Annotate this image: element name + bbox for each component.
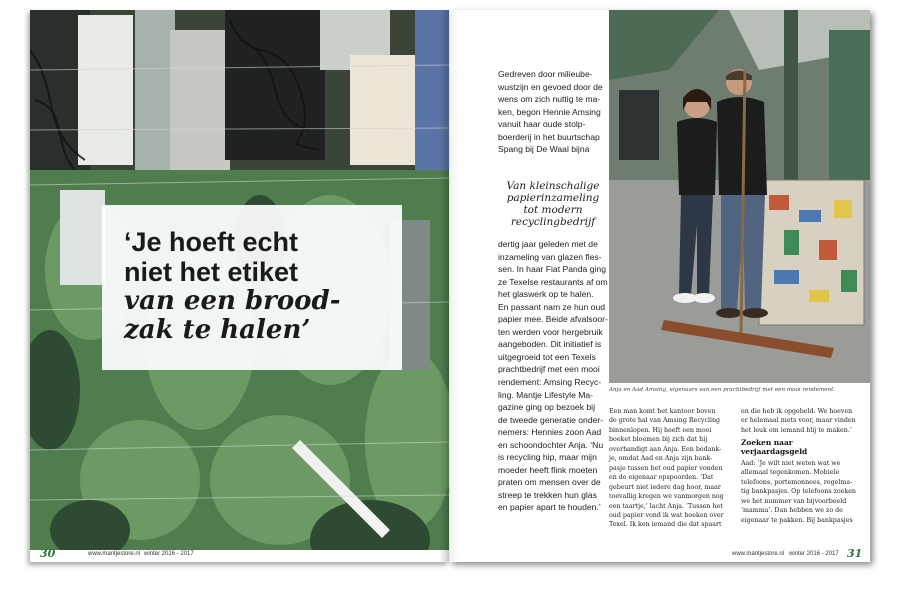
right-page-number: 31 bbox=[847, 547, 863, 560]
text-line: vanuit haar oude stolp- bbox=[498, 119, 586, 130]
left-page-number: 30 bbox=[40, 547, 56, 560]
text-line: dertig jaar geleden met de bbox=[498, 239, 598, 249]
text-line: toevallig kregen we vanmorgen nog bbox=[609, 493, 724, 501]
text-line: gebeurt niet iedere dag hoor, maar bbox=[609, 483, 721, 491]
text-line: wustzijn en gevoed door de bbox=[498, 81, 603, 92]
text-line: prachtbedrijf met een mooi bbox=[498, 364, 600, 375]
text-line: overhandigt aan Anja. Een bedank- bbox=[609, 445, 722, 453]
pull-quote-sans bbox=[124, 227, 394, 287]
text-line: ze Texelse restaurants af om bbox=[498, 276, 608, 287]
text-line: en papier apart te houden.’ bbox=[498, 502, 601, 513]
text-line: binnenlopen. Hij heeft een mooi bbox=[609, 426, 712, 434]
article-column-2 bbox=[609, 407, 734, 530]
text-line: ten werden voor hergebruik bbox=[498, 326, 603, 337]
pull-quote-box bbox=[102, 205, 402, 370]
warehouse-illustration bbox=[609, 10, 870, 383]
text-line: en schoondochter Anja. ‘Nu bbox=[498, 439, 604, 450]
text-line: tig bankpasjes. Op telefoons zoeken bbox=[741, 488, 856, 496]
subheading-line: papierinzameling bbox=[506, 192, 600, 204]
text-line: je, omdat Aad en Anja zijn bank- bbox=[609, 455, 713, 463]
text-line: gazine ging op bezoek bij bbox=[498, 402, 595, 413]
text-line: uitgegroeid tot een Texels bbox=[498, 351, 596, 362]
text-line: Een man komt het kantoor boven bbox=[609, 408, 716, 415]
text-line: oud papier vond ik wat boeken over bbox=[609, 511, 724, 519]
subheading-line: tot modern bbox=[523, 204, 583, 216]
left-page bbox=[30, 10, 449, 562]
text-line: is recycling hip, maar mijn bbox=[498, 452, 597, 463]
text-line: ling. Mantje Lifestyle Ma- bbox=[498, 389, 594, 400]
text-line: en die heb ik opgebeld. We hoeven bbox=[741, 408, 853, 415]
right-footer-issue: winter 2016 - 2017 bbox=[789, 551, 839, 557]
text-line: boeket bloemen bij zich dat hij bbox=[609, 436, 708, 444]
text-line: en de eigenaar opspoorden. ‘Dat bbox=[609, 474, 714, 482]
text-line: boerderij in het buurtschap bbox=[498, 131, 600, 142]
right-footer-site: www.mantjestore.nl bbox=[732, 551, 785, 557]
text-line: Spang bij De Waal bijna bbox=[498, 144, 590, 155]
photo-caption: Anja en Aad Amsing, eigenaars van een prachtbedrijf met een mooi rendement. bbox=[609, 387, 836, 393]
text-line: praten om mensen over de bbox=[498, 477, 601, 488]
quote-line: zak te halen’ bbox=[124, 315, 311, 345]
quote-line: niet het etiket bbox=[124, 257, 299, 287]
subheading-line: recyclingbedrijf bbox=[510, 216, 596, 228]
text-line: het glaswerk op te halen. bbox=[498, 289, 594, 300]
text-line: streep te trekken hun glas bbox=[498, 489, 597, 500]
text-line: Gedreven door milieube- bbox=[498, 69, 593, 79]
bales-photo bbox=[30, 10, 449, 550]
quote-line: ‘Je hoeft echt bbox=[124, 227, 299, 257]
body-text bbox=[498, 238, 610, 514]
left-footer-issue: winter 2016 - 2017 bbox=[144, 551, 194, 557]
text-line: de tweede generatie onder- bbox=[498, 414, 604, 425]
left-footer-site: www.mantjestore.nl bbox=[88, 551, 141, 557]
text-line: aangeboden. Dit initiatief is bbox=[498, 339, 602, 350]
text-line: het leuk om iemand blij te maken.’ bbox=[741, 426, 852, 434]
quote-line: van een brood- bbox=[124, 286, 341, 316]
heading-line: verjaardagsgeld bbox=[741, 447, 808, 456]
text-line: wens om zich nuttig te ma- bbox=[498, 94, 601, 105]
text-line: En passant nam ze hun oud bbox=[498, 301, 606, 312]
text-line: we het nummer van bijvoorbeeld bbox=[741, 497, 847, 505]
text-line: eigenaar te pakken. Bij bankpasjes bbox=[741, 516, 853, 524]
section-heading bbox=[741, 438, 866, 456]
article-column-3-top bbox=[741, 407, 866, 435]
intro-text bbox=[498, 68, 608, 156]
text-line: pasje tussen het oud papier vonden bbox=[609, 464, 723, 472]
subheading-line: Van kleinschalige bbox=[506, 180, 600, 192]
text-line: ‘mamma’. Dan hebben we zo de bbox=[741, 507, 843, 515]
text-line: allemaal tegenkomen. Mobiele bbox=[741, 469, 840, 477]
text-line: papier mee. Beide afvalsoor- bbox=[498, 314, 608, 325]
magazine-spread bbox=[30, 10, 870, 562]
pull-quote-italic bbox=[124, 287, 404, 345]
text-line: nemers: Hennies zoon Aad bbox=[498, 427, 602, 438]
heading-line: Zoeken naar bbox=[741, 438, 793, 447]
article-column-3-bottom bbox=[741, 459, 866, 525]
right-page bbox=[449, 10, 870, 562]
text-line: ken, begon Hennie Amsing bbox=[498, 106, 601, 117]
text-line: Aad: ‘Je wilt niet weten wat we bbox=[741, 460, 841, 467]
text-line: de grote hal van Amsing Recycling bbox=[609, 417, 721, 425]
text-line: moeder heeft flink moeten bbox=[498, 464, 598, 475]
text-line: rendement: Amsing Recyc- bbox=[498, 377, 602, 388]
text-line: sen. In haar Fiat Panda ging bbox=[498, 264, 606, 275]
text-line: telefoons, portemonnees, regelma- bbox=[741, 478, 853, 486]
text-line: er helemaal niets voor, maar vinden bbox=[741, 417, 856, 425]
text-line: Texel. Ik ken iemand die dat spaart bbox=[609, 521, 722, 529]
owners-photo bbox=[609, 10, 870, 383]
text-line: een taartje,’ lacht Anja. ‘Tussen het bbox=[609, 502, 723, 510]
text-line: inzameling van glazen fles- bbox=[498, 251, 602, 262]
subheading bbox=[495, 180, 611, 228]
